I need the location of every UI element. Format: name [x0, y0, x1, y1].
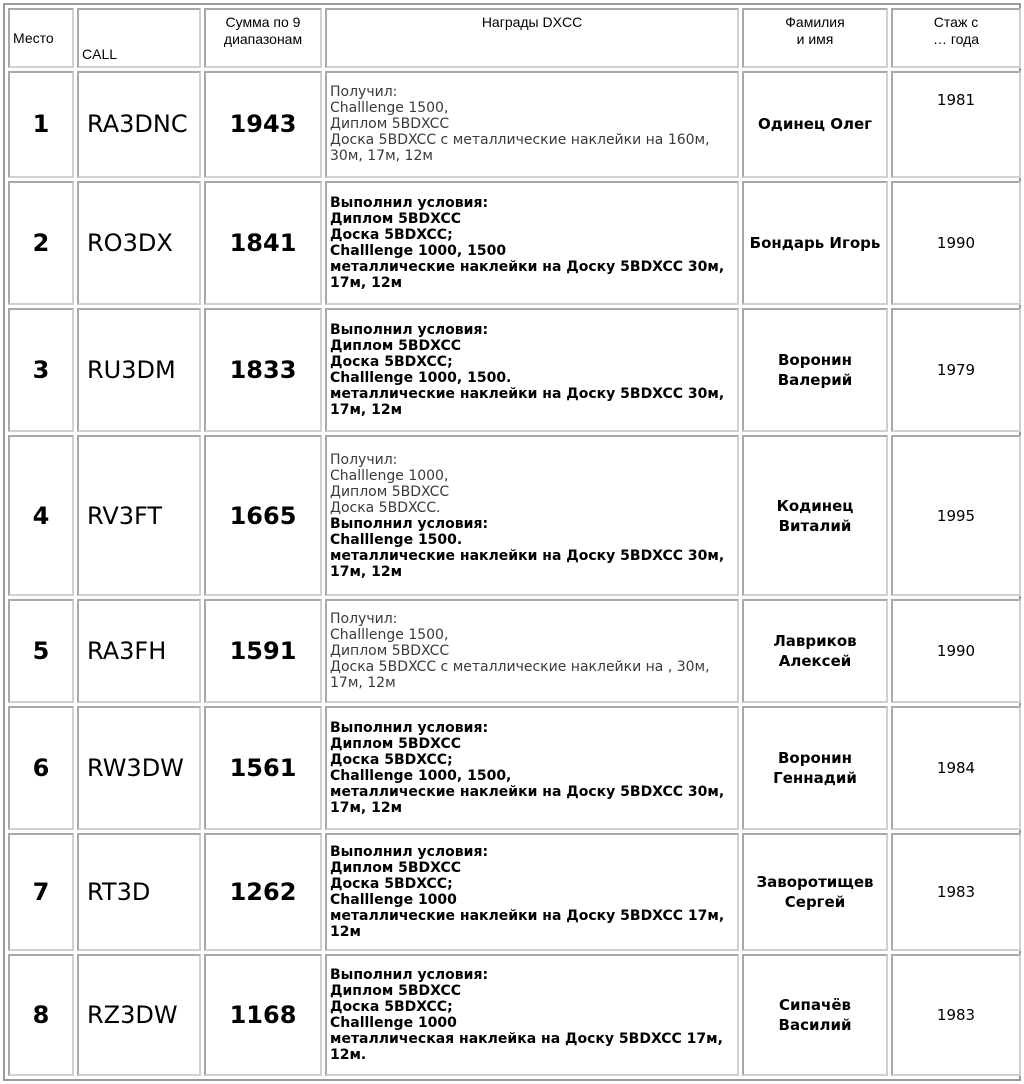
award-line: Доска 5BDXCC;	[330, 353, 453, 370]
header-name	[742, 8, 888, 68]
award-line: металлические наклейки на Доску 5BDXCC 30м, 17м, 12м	[330, 547, 725, 580]
award-line: Challlenge 1500,	[330, 100, 449, 117]
score-cell: 1262	[204, 833, 322, 951]
name-cell: Сипачёв Василий	[742, 954, 888, 1076]
award-line: Challlenge 1000,	[330, 467, 449, 484]
table-row	[8, 308, 1021, 432]
header-since	[891, 8, 1021, 68]
award-line: Диплом 5BDXCC	[330, 337, 462, 354]
table-row	[8, 706, 1021, 830]
table-row	[8, 181, 1021, 305]
place-cell: 8	[8, 954, 74, 1076]
since-year-cell: 1984	[891, 706, 1021, 830]
table-row	[8, 599, 1021, 703]
callsign-cell: RZ3DW	[77, 954, 201, 1076]
score-cell: 1168	[204, 954, 322, 1076]
table-row	[8, 954, 1021, 1076]
award-line: Диплом 5BDXCC	[330, 210, 462, 227]
award-line: металлическая наклейка на Доску 5BDXCC 17м, 12м.	[330, 1030, 723, 1063]
award-line: Доска 5BDXCC;	[330, 875, 453, 892]
callsign-cell: RU3DM	[77, 308, 201, 432]
table-body	[8, 71, 1021, 1076]
awards-cell	[325, 308, 739, 432]
header-place: Место	[8, 8, 74, 68]
results-table	[5, 5, 1024, 1079]
award-line: Challlenge 1000	[330, 1014, 457, 1031]
score-cell: 1665	[204, 435, 322, 596]
award-line: Challlenge 1500,	[330, 627, 449, 644]
name-cell: Бондарь Игорь	[742, 181, 888, 305]
award-line: Выполнил условия:	[330, 843, 489, 860]
award-line: Выполнил условия:	[330, 194, 489, 211]
award-line: Доска 5BDXCC;	[330, 998, 453, 1015]
award-line: Challlenge 1000, 1500.	[330, 369, 512, 386]
header-row	[8, 8, 1021, 68]
score-cell: 1561	[204, 706, 322, 830]
table-row	[8, 435, 1021, 596]
score-cell: 1841	[204, 181, 322, 305]
name-cell: Лавриков Алексей	[742, 599, 888, 703]
callsign-cell: RT3D	[77, 833, 201, 951]
awards-cell	[325, 954, 739, 1076]
award-line: металлические наклейки на Доску 5BDXCC 30м, 17м, 12м	[330, 258, 725, 291]
since-year-cell: 1990	[891, 599, 1021, 703]
award-line: Диплом 5BDXCC	[330, 483, 450, 500]
score-cell: 1833	[204, 308, 322, 432]
since-year-cell: 1995	[891, 435, 1021, 596]
place-cell: 2	[8, 181, 74, 305]
award-line: металлические наклейки на Доску 5BDXCC 30м, 17м, 12м	[330, 385, 725, 418]
award-line: Доска 5BDXCC;	[330, 226, 453, 243]
name-cell: Воронин Валерий	[742, 308, 888, 432]
table-row	[8, 71, 1021, 178]
place-cell: 5	[8, 599, 74, 703]
callsign-cell: RA3FH	[77, 599, 201, 703]
award-line: Выполнил условия:	[330, 966, 489, 983]
award-line: Диплом 5BDXCC	[330, 116, 450, 133]
header-awards: Награды DXCC	[325, 8, 739, 68]
since-year-cell: 1983	[891, 833, 1021, 951]
place-cell: 4	[8, 435, 74, 596]
awards-cell	[325, 599, 739, 703]
award-line: Challlenge 1000, 1500	[330, 242, 507, 259]
since-year-cell: 1979	[891, 308, 1021, 432]
award-line: металлические наклейки на Доску 5BDXCC 17м, 12м	[330, 907, 725, 940]
place-cell: 7	[8, 833, 74, 951]
award-line: Выполнил условия:	[330, 720, 489, 736]
header-score-label: Сумма по 9 диапазонам	[223, 14, 303, 47]
award-line: Доска 5BDXCC.	[330, 499, 441, 516]
award-line: Доска 5BDXCC с металлические наклейки на , 30м, 17м, 12м	[330, 659, 710, 692]
award-line: Выполнил условия:	[330, 515, 489, 532]
award-line: Выполнил условия:	[330, 321, 489, 338]
award-line: Challlenge 1500.	[330, 531, 463, 548]
award-line: Диплом 5BDXCC	[330, 736, 462, 752]
place-cell: 1	[8, 71, 74, 178]
award-line: Получил:	[330, 84, 398, 101]
name-cell: Одинец Олег	[742, 71, 888, 178]
since-year-cell: 1983	[891, 954, 1021, 1076]
place-cell: 3	[8, 308, 74, 432]
name-cell: Заворотищев Сергей	[742, 833, 888, 951]
awards-cell	[325, 833, 739, 951]
award-line: Challlenge 1000	[330, 891, 457, 908]
award-line: Диплом 5BDXCC	[330, 859, 462, 876]
since-year-cell: 1981	[891, 71, 1021, 178]
since-year-cell: 1990	[891, 181, 1021, 305]
table-row	[8, 833, 1021, 951]
award-line: Доска 5BDXCC с металлические наклейки на 160м, 30м, 17м, 12м	[330, 132, 710, 165]
callsign-cell: RO3DX	[77, 181, 201, 305]
awards-cell	[325, 706, 739, 830]
header-call: CALL	[77, 8, 201, 68]
name-cell: Воронин Геннадий	[742, 706, 888, 830]
score-cell: 1943	[204, 71, 322, 178]
award-line: Диплом 5BDXCC	[330, 982, 462, 999]
award-line: Получил:	[330, 451, 398, 468]
name-cell: Кодинец Виталий	[742, 435, 888, 596]
award-line: Получил:	[330, 611, 398, 628]
header-since-label: Стаж с … года	[932, 14, 980, 47]
callsign-cell: RA3DNC	[77, 71, 201, 178]
award-line: Диплом 5BDXCC	[330, 643, 450, 660]
award-line: Доска 5BDXCC;	[330, 752, 453, 768]
award-line: Challlenge 1000, 1500,	[330, 768, 512, 784]
header-score	[204, 8, 322, 68]
header-name-label: Фамилия и имя	[785, 14, 845, 47]
awards-cell	[325, 435, 739, 596]
award-line: металлические наклейки на Доску 5BDXCC 30м, 17м, 12м	[330, 784, 725, 816]
callsign-cell: RW3DW	[77, 706, 201, 830]
score-cell: 1591	[204, 599, 322, 703]
awards-cell	[325, 181, 739, 305]
awards-cell	[325, 71, 739, 178]
callsign-cell: RV3FT	[77, 435, 201, 596]
place-cell: 6	[8, 706, 74, 830]
results-table-frame	[3, 3, 1021, 1081]
